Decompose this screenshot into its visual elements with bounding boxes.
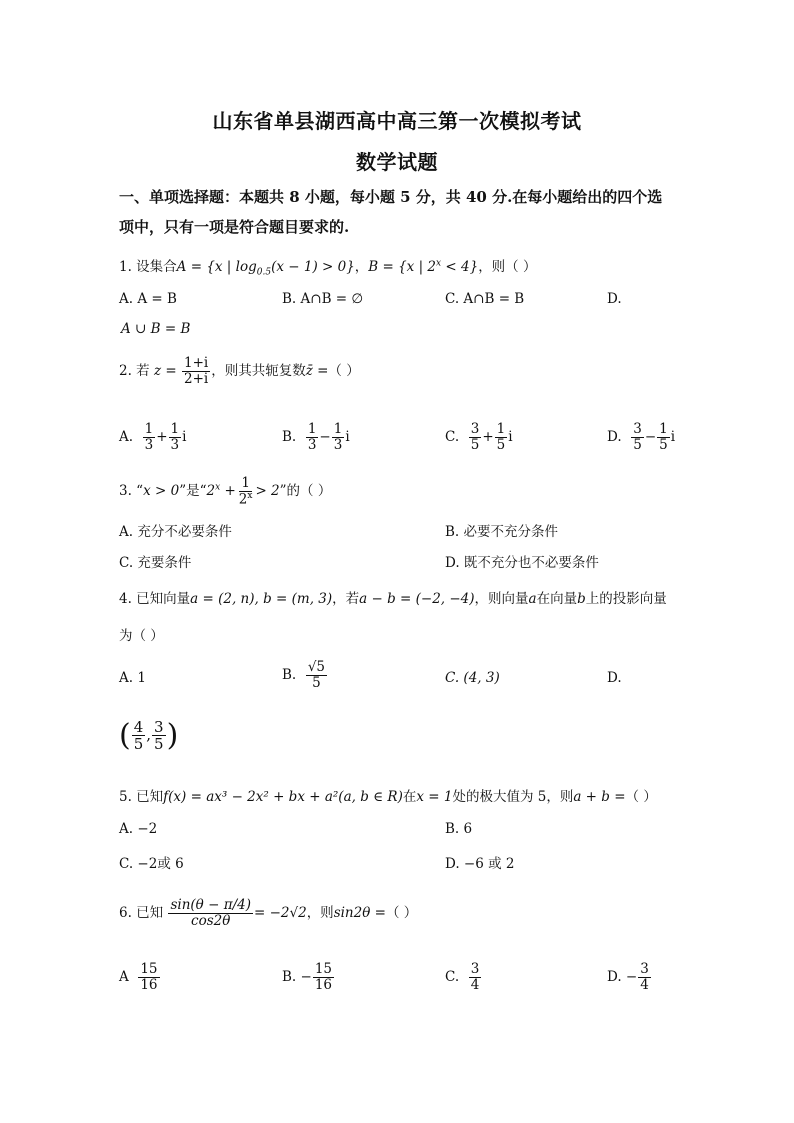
num: 3 xyxy=(154,717,164,736)
z-numerator: 1+i xyxy=(183,355,209,371)
den: 3 xyxy=(307,436,317,453)
q6-prefix: 6. 已知 xyxy=(119,904,164,921)
plus: + xyxy=(482,428,494,445)
imag-unit: i xyxy=(670,428,676,445)
imag-unit: i xyxy=(345,428,350,445)
q5-mid: 在 xyxy=(402,789,417,805)
question-6 xyxy=(119,898,417,929)
q6-target: sin2θ = xyxy=(333,904,386,921)
q4-option-d: ( $\frac{4}{5}$ , $\frac{3}{5}$ ) xyxy=(119,717,179,753)
page-title: 山东省单县湖西高中高三第一次模拟考试 xyxy=(212,109,582,133)
q4-difference: a − b = (−2, −4) xyxy=(359,591,475,607)
q6-option-c xyxy=(445,962,482,993)
q3-exp: x xyxy=(215,482,221,493)
q5-function: f(x) = ax³ − 2x² + bx + a²(a, b ∈ R) xyxy=(163,789,403,805)
question-2-prefix: 2. 若 xyxy=(119,362,150,379)
question-1-prefix: 1. 设集合 xyxy=(119,259,177,275)
q3-option-b: B. 必要不充分条件 xyxy=(445,524,559,540)
q3-option-c: C. 充要条件 xyxy=(119,555,192,571)
den: 5 xyxy=(154,735,164,753)
set-a-tail: (x − 1) > 0} xyxy=(271,259,355,275)
set-a-head: A = {x | log xyxy=(176,259,257,275)
q6-rhs: = −2√2 xyxy=(253,904,307,921)
q2-option-b-label: B. xyxy=(282,428,297,445)
fraction xyxy=(143,422,156,453)
minus: − xyxy=(319,428,331,445)
z-denominator: 2+i xyxy=(183,370,209,387)
question-3 xyxy=(119,476,331,507)
z-fraction xyxy=(182,356,210,387)
q2-option-c-label: C. xyxy=(445,428,460,445)
set-b xyxy=(368,259,478,275)
q3-fraction xyxy=(237,476,255,507)
q4-text-b: ，若 xyxy=(332,591,360,607)
q4-option-d-label: D. xyxy=(607,670,622,686)
q3-condition-1: x > 0 xyxy=(143,483,180,500)
num: 1 xyxy=(241,475,250,491)
fraction xyxy=(152,719,166,753)
q4-option-a: A. 1 xyxy=(119,670,146,686)
q1-option-d: A ∪ B = B xyxy=(121,321,191,337)
q4-text-a: 4. 已知向量 xyxy=(119,591,191,607)
imag-unit: i xyxy=(508,428,513,445)
num: 15 xyxy=(140,961,158,977)
set-b-exponent: x xyxy=(436,258,442,269)
den: 4 xyxy=(640,976,649,993)
fraction xyxy=(469,422,482,453)
q4-option-b xyxy=(282,660,328,691)
plus: + xyxy=(156,428,168,445)
q5-mid-2: 处的极大值为 5，则 xyxy=(452,789,574,805)
question-5 xyxy=(119,785,657,805)
den-exp: x xyxy=(247,490,253,501)
den: 5 xyxy=(633,436,642,453)
den: 3 xyxy=(144,436,154,453)
q1-option-c: C. A∩B = B xyxy=(445,291,525,307)
fraction xyxy=(332,422,345,453)
imag-unit: i xyxy=(182,428,187,445)
fraction xyxy=(138,962,159,993)
den: 5 xyxy=(470,436,480,453)
right-paren: ) xyxy=(166,718,179,753)
page-subtitle: 数学试题 xyxy=(356,150,438,174)
q6-option-c-label: C. xyxy=(445,968,460,985)
left-paren: ( xyxy=(119,718,131,753)
fraction xyxy=(169,422,182,453)
question-2 xyxy=(119,356,360,387)
den: 5 xyxy=(133,735,144,753)
set-a xyxy=(176,259,355,278)
den: 5 xyxy=(659,436,668,453)
num: 1 xyxy=(333,421,343,437)
q4-option-c: C. (4, 3) xyxy=(445,670,500,686)
q2-option-b xyxy=(282,422,350,453)
den-base: 2 xyxy=(238,491,248,508)
q3-option-d: D. 既不充分也不必要条件 xyxy=(445,555,599,571)
num: 3 xyxy=(640,961,649,977)
den xyxy=(237,492,255,507)
q3-gt: > 2 xyxy=(255,483,280,500)
fraction xyxy=(132,719,146,753)
q6-mid: ，则 xyxy=(306,904,334,921)
q5-prefix: 5. 已知 xyxy=(119,789,164,805)
q6-option-b xyxy=(282,962,335,993)
q5-option-d: D. −6 或 2 xyxy=(445,856,515,872)
q4-vectors: a = (2, n), b = (m, 3) xyxy=(190,591,333,607)
q2-option-d-label: D. xyxy=(607,428,622,445)
den: 4 xyxy=(470,976,480,993)
question-2-paren: （ ） xyxy=(328,362,360,379)
fraction xyxy=(638,962,651,993)
den: 3 xyxy=(170,436,180,453)
den: cos2θ xyxy=(191,912,231,929)
fraction xyxy=(306,660,327,691)
num: sin(θ − π/4) xyxy=(170,897,251,913)
set-a-log-base: 0.5 xyxy=(256,267,272,278)
fraction xyxy=(631,422,644,453)
den: 5 xyxy=(312,674,321,691)
q6-option-d xyxy=(607,962,652,993)
minus: − xyxy=(644,428,657,445)
fraction xyxy=(495,422,508,453)
fraction xyxy=(306,422,319,453)
q3-plus: + xyxy=(220,483,236,500)
q1-option-d-label: D. xyxy=(607,291,622,307)
comma: ， xyxy=(354,259,369,275)
q5-x-value: x = 1 xyxy=(416,789,453,805)
num: 1 xyxy=(659,421,668,437)
q6-option-a-label: A xyxy=(119,968,129,985)
q4-text-c: ，则向量 xyxy=(474,591,529,607)
q5-option-a: A. −2 xyxy=(119,821,158,837)
q6-fraction xyxy=(168,898,253,929)
q6-paren: （ ） xyxy=(385,904,418,921)
fraction xyxy=(657,422,670,453)
q6-option-b-label: B. − xyxy=(282,968,312,985)
num: 3 xyxy=(633,421,642,437)
q5-option-c: C. −2或 6 xyxy=(119,856,184,872)
q1-option-b: B. A∩B = ∅ xyxy=(282,291,364,307)
den: 3 xyxy=(333,436,343,453)
question-4-line-2: 为（ ） xyxy=(119,628,164,644)
fraction xyxy=(469,962,482,993)
num: 3 xyxy=(470,421,480,437)
q4-vector-a: a xyxy=(528,591,537,607)
fraction xyxy=(313,962,334,993)
den: 5 xyxy=(496,436,506,453)
question-4 xyxy=(119,587,667,607)
set-b-head: B = {x | 2 xyxy=(368,259,437,275)
q3-text-1: 3. “ xyxy=(119,483,144,500)
num: 1 xyxy=(307,421,317,437)
num: 1 xyxy=(144,421,154,437)
q3-base: 2 xyxy=(206,483,216,500)
q3-text-2: ”是“ xyxy=(179,483,207,500)
section-heading-line-1: 一、单项选择题：本题共 8 小题，每小题 5 分，共 40 分.在每小题给出的四个选 xyxy=(119,188,663,206)
den: 16 xyxy=(314,976,333,993)
question-2-suffix: ，则其共轭复数 xyxy=(211,362,306,379)
num: 3 xyxy=(470,961,480,977)
num: 1 xyxy=(496,421,506,437)
q6-option-d-label: D. − xyxy=(607,968,638,985)
set-b-tail: < 4} xyxy=(441,259,479,275)
q4-text-d: 在向量 xyxy=(536,591,578,607)
question-1 xyxy=(119,255,536,278)
q2-option-a xyxy=(119,422,186,453)
q1-option-a: A. A = B xyxy=(119,291,177,307)
q2-option-a-label: A. xyxy=(119,428,134,445)
q3-option-a: A. 充分不必要条件 xyxy=(119,524,232,540)
z-conjugate: z̄ = xyxy=(305,362,329,379)
q2-option-d xyxy=(607,422,675,453)
q4-vector-b: b xyxy=(577,591,586,607)
q5-sum: a + b = xyxy=(573,789,626,805)
num: √5 xyxy=(307,659,326,675)
section-heading-line-2: 项中，只有一项是符合题目要求的. xyxy=(119,218,350,236)
q5-paren: （ ） xyxy=(625,789,657,805)
q3-text-3: ”的（ ） xyxy=(279,483,332,500)
num: 15 xyxy=(314,961,333,977)
z-eq: z = xyxy=(153,362,177,379)
num: 1 xyxy=(170,421,180,437)
q2-option-c xyxy=(445,422,513,453)
q5-option-b: B. 6 xyxy=(445,821,473,837)
q4-text-e: 上的投影向量 xyxy=(585,591,667,607)
q6-option-a xyxy=(119,962,161,993)
q4-option-b-label: B. xyxy=(282,666,297,683)
question-1-suffix: ，则（ ） xyxy=(478,259,537,275)
den: 16 xyxy=(140,976,158,993)
num: 4 xyxy=(133,717,144,736)
